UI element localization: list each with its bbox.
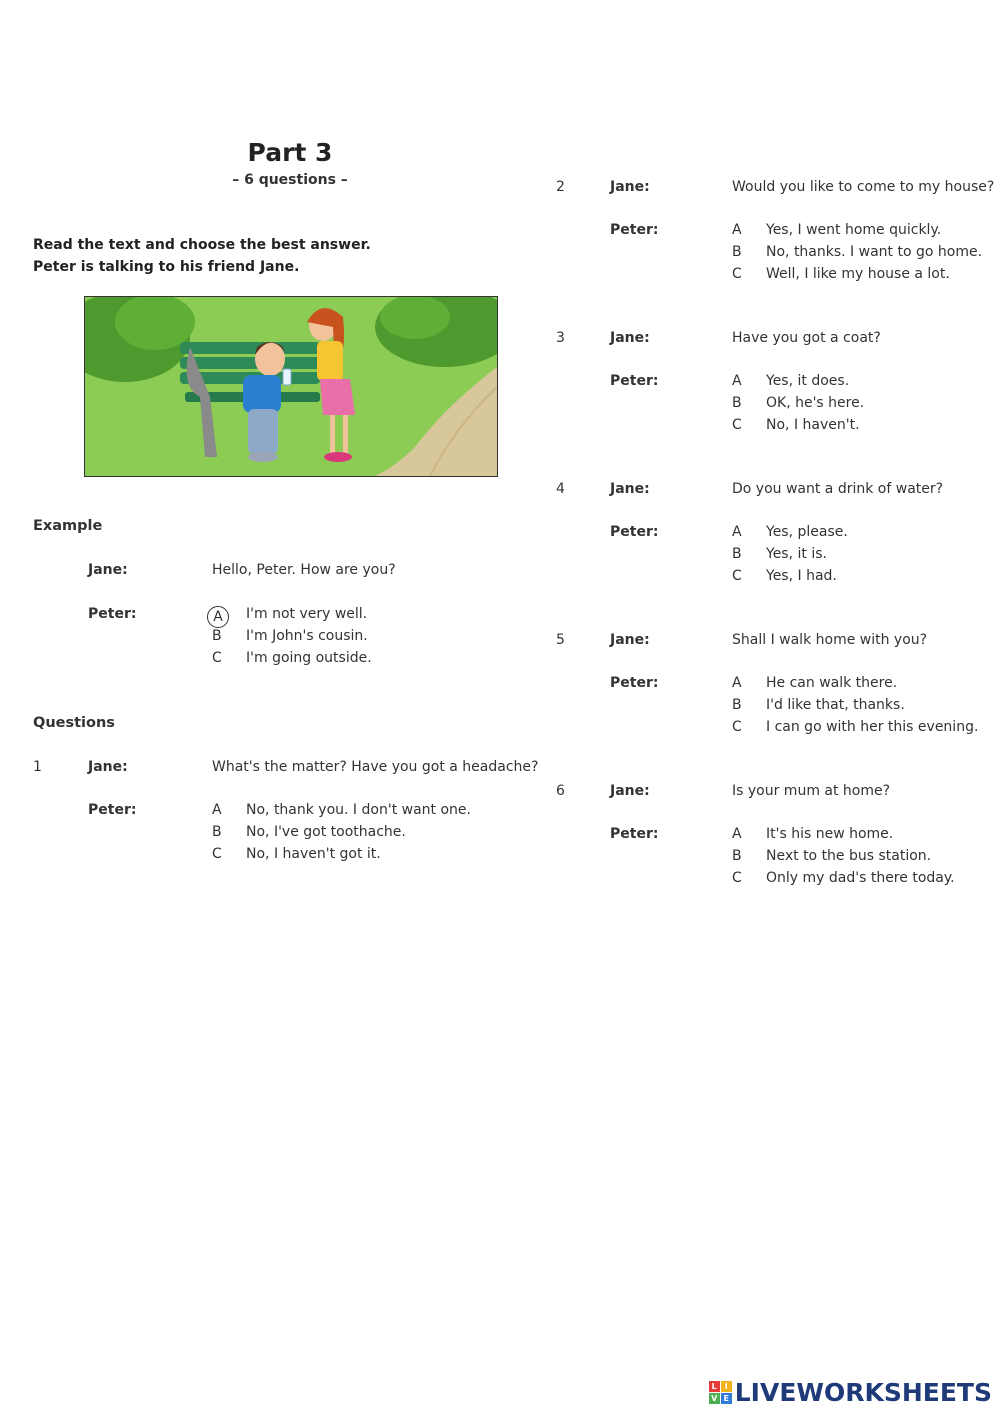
brand-name: LIVEWORKSHEETS bbox=[734, 1378, 992, 1407]
peter-label: Peter: bbox=[610, 222, 659, 238]
questions-heading: Questions bbox=[33, 715, 115, 731]
option-text[interactable]: Well, I like my house a lot. bbox=[766, 266, 950, 282]
option-text[interactable]: He can walk there. bbox=[766, 675, 898, 691]
option-text[interactable]: Yes, it is. bbox=[766, 546, 827, 562]
option-text[interactable]: Yes, I went home quickly. bbox=[766, 222, 942, 238]
option-text[interactable]: Yes, it does. bbox=[766, 373, 850, 389]
question-text: Do you want a drink of water? bbox=[732, 481, 944, 497]
question-text: What's the matter? Have you got a headache? bbox=[212, 759, 539, 775]
example-option-a-text: I'm not very well. bbox=[246, 606, 368, 622]
instruction-line-2: Peter is talking to his friend Jane. bbox=[33, 259, 300, 275]
example-option-b-text: I'm John's cousin. bbox=[246, 628, 368, 644]
example-question: Hello, Peter. How are you? bbox=[212, 562, 396, 578]
option-letter[interactable]: A bbox=[732, 222, 742, 238]
question-number: 6 bbox=[556, 783, 565, 799]
option-letter[interactable]: A bbox=[732, 826, 742, 842]
example-option-a-letter bbox=[212, 606, 229, 628]
question-number: 5 bbox=[556, 632, 565, 648]
logo-tile-v: V bbox=[709, 1393, 720, 1404]
jane-label: Jane: bbox=[610, 330, 650, 346]
example-option-b-letter: B bbox=[212, 628, 222, 644]
logo-tile-i: I bbox=[721, 1381, 732, 1392]
question-number: 1 bbox=[33, 759, 42, 775]
jane-label: Jane: bbox=[610, 481, 650, 497]
option-letter[interactable]: B bbox=[732, 848, 742, 864]
instruction-line-1: Read the text and choose the best answer. bbox=[33, 237, 371, 253]
option-letter[interactable]: B bbox=[212, 824, 222, 840]
question-text: Have you got a coat? bbox=[732, 330, 881, 346]
page-subtitle: – 6 questions – bbox=[232, 172, 348, 188]
option-text[interactable]: No, thank you. I don't want one. bbox=[246, 802, 471, 818]
option-letter[interactable]: C bbox=[732, 568, 742, 584]
option-text[interactable]: No, I haven't. bbox=[766, 417, 860, 433]
option-letter[interactable]: C bbox=[732, 719, 742, 735]
option-letter[interactable]: C bbox=[212, 846, 222, 862]
option-letter[interactable]: B bbox=[732, 244, 742, 260]
option-letter[interactable]: B bbox=[732, 395, 742, 411]
option-letter[interactable]: C bbox=[732, 870, 742, 886]
option-text[interactable]: OK, he's here. bbox=[766, 395, 865, 411]
option-text[interactable]: Yes, I had. bbox=[766, 568, 837, 584]
question-text: Would you like to come to my house? bbox=[732, 179, 995, 195]
option-text[interactable]: Next to the bus station. bbox=[766, 848, 932, 864]
peter-label: Peter: bbox=[610, 826, 659, 842]
peter-label: Peter: bbox=[88, 802, 137, 818]
logo-tile-e: E bbox=[721, 1393, 732, 1404]
example-peter-label: Peter: bbox=[88, 606, 137, 622]
jane-label: Jane: bbox=[610, 179, 650, 195]
jane-label: Jane: bbox=[610, 783, 650, 799]
question-number: 4 bbox=[556, 481, 565, 497]
option-text[interactable]: Yes, please. bbox=[766, 524, 848, 540]
question-text: Is your mum at home? bbox=[732, 783, 891, 799]
peter-label: Peter: bbox=[610, 675, 659, 691]
option-letter[interactable]: C bbox=[732, 266, 742, 282]
option-text[interactable]: I'd like that, thanks. bbox=[766, 697, 905, 713]
question-number: 3 bbox=[556, 330, 565, 346]
example-jane-label: Jane: bbox=[88, 562, 128, 578]
jane-label: Jane: bbox=[88, 759, 128, 775]
logo-tile-l: L bbox=[709, 1381, 720, 1392]
option-text[interactable]: Only my dad's there today. bbox=[766, 870, 955, 886]
jane-label: Jane: bbox=[610, 632, 650, 648]
question-number: 2 bbox=[556, 179, 565, 195]
peter-label: Peter: bbox=[610, 524, 659, 540]
circled-answer-mark: A bbox=[207, 606, 229, 628]
option-letter[interactable]: B bbox=[732, 546, 742, 562]
option-letter[interactable]: A bbox=[212, 802, 222, 818]
peter-label: Peter: bbox=[610, 373, 659, 389]
option-text[interactable]: It's his new home. bbox=[766, 826, 894, 842]
park-scene-image bbox=[85, 297, 497, 476]
park-illustration bbox=[84, 296, 498, 477]
option-text[interactable]: No, I haven't got it. bbox=[246, 846, 381, 862]
option-letter[interactable]: A bbox=[732, 675, 742, 691]
page-title: Part 3 bbox=[247, 138, 333, 167]
option-letter[interactable]: A bbox=[732, 373, 742, 389]
option-text[interactable]: No, I've got toothache. bbox=[246, 824, 406, 840]
option-letter[interactable]: B bbox=[732, 697, 742, 713]
liveworksheets-logo[interactable] bbox=[709, 1378, 992, 1407]
option-text[interactable]: No, thanks. I want to go home. bbox=[766, 244, 983, 260]
option-letter[interactable]: A bbox=[732, 524, 742, 540]
example-option-c-letter: C bbox=[212, 650, 222, 666]
example-option-c-text: I'm going outside. bbox=[246, 650, 372, 666]
brand-logo-icon bbox=[709, 1381, 732, 1404]
example-heading: Example bbox=[33, 518, 103, 534]
option-letter[interactable]: C bbox=[732, 417, 742, 433]
option-text[interactable]: I can go with her this evening. bbox=[766, 719, 979, 735]
question-text: Shall I walk home with you? bbox=[732, 632, 928, 648]
